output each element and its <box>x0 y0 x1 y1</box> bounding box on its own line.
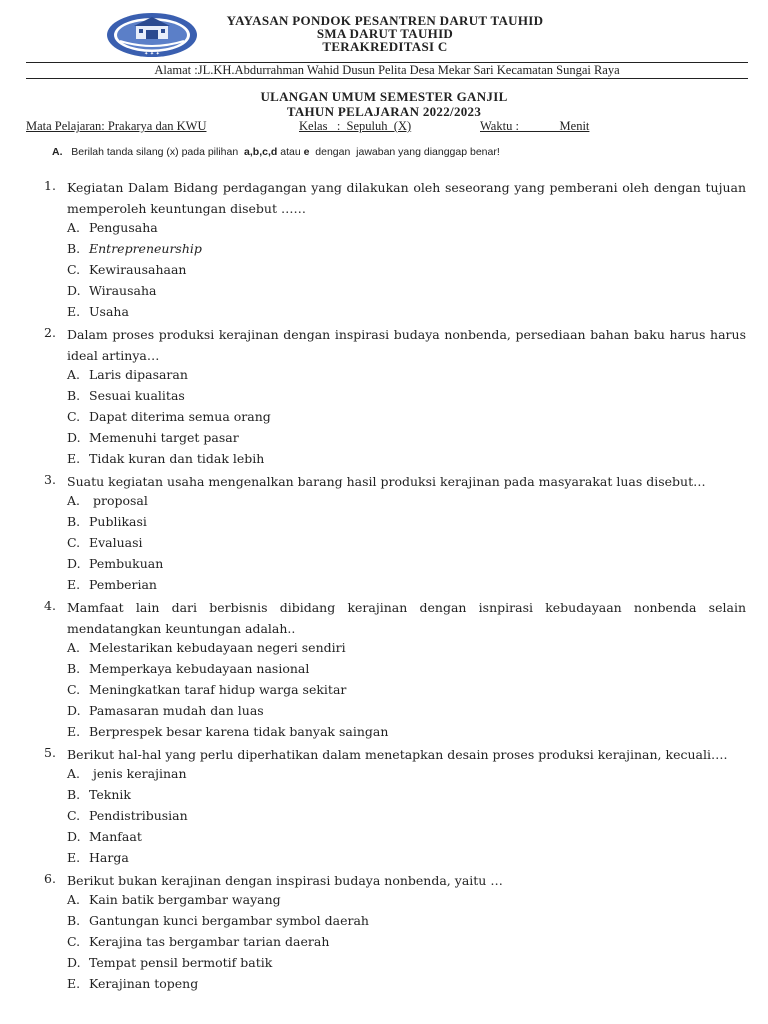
foundation-name: YAYASAN PONDOK PESANTREN DARUT TAUHID <box>226 13 544 28</box>
option-b[interactable]: B. Sesuai kualitas <box>67 388 185 403</box>
option-a[interactable]: A. Melestarikan kebudayaan negeri sendiri <box>67 640 346 655</box>
question-text: Mamfaat lain dari berbisnis dibidang kerajinan dengan isnpirasi kebudayaan nonbenda selain mendatangkan keuntungan adalah.. <box>67 600 746 636</box>
question-number: 6. <box>44 871 56 886</box>
option-e[interactable]: E. Pemberian <box>67 577 157 592</box>
option-b[interactable]: B. Teknik <box>67 787 131 802</box>
question-text: Kegiatan Dalam Bidang perdagangan yang dilakukan oleh seseorang yang pemberani oleh dengan tujuan memperoleh keuntungan disebut …… <box>67 180 746 216</box>
question-number: 4. <box>44 598 56 613</box>
option-c[interactable]: C. Dapat diterima semua orang <box>67 409 271 424</box>
instruction-letter: A. <box>52 146 63 158</box>
question-number: 3. <box>44 472 56 487</box>
option-d[interactable]: D. Tempat pensil bermotif batik <box>67 955 273 970</box>
academic-year: TAHUN PELAJARAN 2022/2023 <box>286 104 482 119</box>
option-c[interactable]: C. Kewirausahaan <box>67 262 187 277</box>
option-c[interactable]: C. Pendistribusian <box>67 808 188 823</box>
accreditation-status: TERAKREDITASI C <box>322 39 448 54</box>
subject-field: Mata Pelajaran: Prakarya dan KWU <box>26 119 207 133</box>
option-d[interactable]: D. Pamasaran mudah dan luas <box>67 703 264 718</box>
option-b[interactable]: B. Publikasi <box>67 514 147 529</box>
question-text: Berikut bukan kerajinan dengan inspirasi budaya nonbenda, yaitu … <box>67 873 503 888</box>
option-a[interactable]: A. jenis kerajinan <box>67 766 187 781</box>
instruction-post: dengan jawaban yang dianggap benar! <box>309 146 500 158</box>
school-crest-logo <box>106 11 198 59</box>
school-name: SMA DARUT TAUHID <box>316 26 454 41</box>
option-b[interactable]: B. Entrepreneurship <box>67 241 202 256</box>
option-c[interactable]: C. Meningkatkan taraf hidup warga sekitar <box>67 682 347 697</box>
option-e[interactable]: E. Berprespek besar karena tidak banyak saingan <box>67 724 389 739</box>
svg-text:✦ ✦ ✦: ✦ ✦ ✦ <box>144 51 160 57</box>
option-d[interactable]: D. Pembukuan <box>67 556 164 571</box>
question-number: 1. <box>44 178 56 193</box>
instruction-choices: a,b,c,d <box>244 146 278 158</box>
option-d[interactable]: D. Wirausaha <box>67 283 157 298</box>
option-b[interactable]: B. Gantungan kunci bergambar symbol daerah <box>67 913 369 928</box>
class-field: Kelas : Sepuluh (X) <box>299 119 412 133</box>
school-address: Alamat :JL.KH.Abdurrahman Wahid Dusun Pelita Desa Mekar Sari Kecamatan Sungai Raya <box>154 63 620 77</box>
instruction-pre: Berilah tanda silang (x) pada pilihan <box>71 146 245 158</box>
letterhead-bottom-rule <box>26 78 748 79</box>
question-number: 2. <box>44 325 56 340</box>
exam-title: ULANGAN UMUM SEMESTER GANJIL <box>260 89 508 104</box>
time-field: Waktu : Menit <box>480 119 590 133</box>
option-c[interactable]: C. Evaluasi <box>67 535 143 550</box>
option-c[interactable]: C. Kerajina tas bergambar tarian daerah <box>67 934 330 949</box>
question-text: Dalam proses produksi kerajinan dengan inspirasi budaya nonbenda, persediaan bahan baku harus harus ideal artinya… <box>67 327 746 363</box>
option-d[interactable]: D. Manfaat <box>67 829 142 844</box>
option-e[interactable]: E. Harga <box>67 850 129 865</box>
instruction-mid: atau <box>277 146 304 158</box>
option-e[interactable]: E. Kerajinan topeng <box>67 976 199 991</box>
option-e[interactable]: E. Usaha <box>67 304 129 319</box>
question-text: Berikut hal-hal yang perlu diperhatikan dalam menetapkan desain proses produksi kerajinan, kecuali…. <box>67 747 728 762</box>
option-b[interactable]: B. Memperkaya kebudayaan nasional <box>67 661 310 676</box>
option-a[interactable]: A. Laris dipasaran <box>67 367 188 382</box>
question-number: 5. <box>44 745 56 760</box>
option-e[interactable]: E. Tidak kuran dan tidak lebih <box>67 451 265 466</box>
option-a[interactable]: A. Kain batik bergambar wayang <box>67 892 281 907</box>
question-text: Suatu kegiatan usaha mengenalkan barang hasil produksi kerajinan pada masyarakat luas disebut… <box>67 474 706 489</box>
instruction-last: e <box>303 146 310 158</box>
option-a[interactable]: A. proposal <box>67 493 148 508</box>
option-d[interactable]: D. Memenuhi target pasar <box>67 430 239 445</box>
option-a[interactable]: A. Pengusaha <box>67 220 158 235</box>
instruction-line <box>52 146 500 158</box>
